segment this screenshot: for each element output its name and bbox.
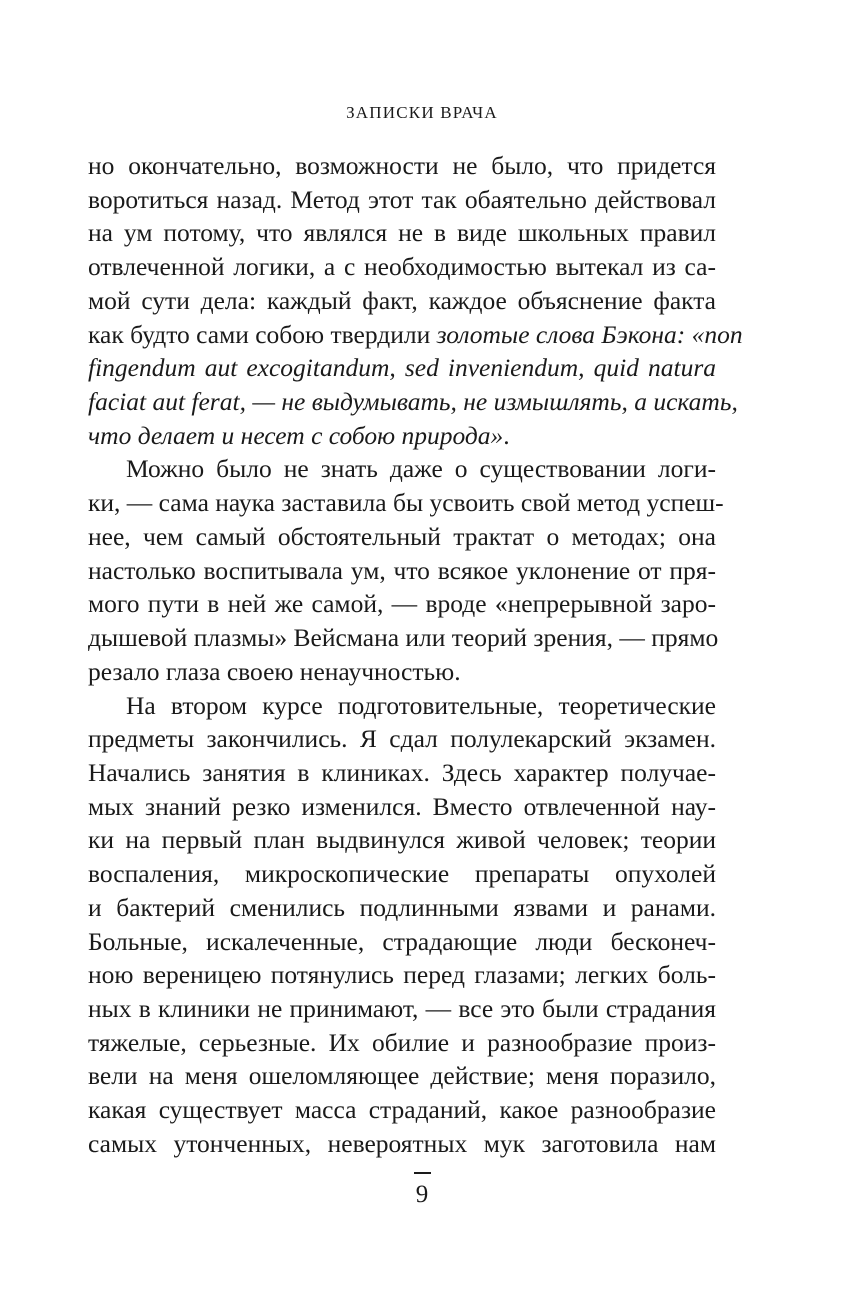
- text-line: нее, чем самый обстоятельный трактат о методах; она: [88, 521, 716, 551]
- text-line: настолько воспитывала ум, что всякое уклонение от пря-: [88, 555, 716, 585]
- body-text: [88, 149, 743, 1161]
- quote-italic: fingendum aut excogitandum, sed inveniendum, quid natura: [88, 353, 716, 383]
- running-head: ЗАПИСКИ ВРАЧА: [346, 103, 498, 122]
- text-line: [88, 351, 716, 385]
- text-line: [88, 385, 738, 419]
- text-line: дышевой плазмы» Вейсмана или теорий зрения, — прямо: [88, 623, 719, 653]
- text-line: ки на первый план выдвинулся живой человек; теории: [88, 825, 716, 855]
- text-line: ных в клиники не принимают, — все это были страдания: [88, 993, 716, 1023]
- text-line: мой сути дела: каждый факт, каждое объяснение факта: [88, 285, 716, 315]
- text-line: Больные, искалеченные, страдающие люди бесконеч-: [88, 926, 716, 956]
- folio-rule: [414, 1172, 431, 1174]
- page-number-value: 9: [415, 1181, 429, 1208]
- text-line: Можно было не знать даже о существовании логи-: [126, 454, 716, 484]
- quote-italic: золотые слова Бэкона: «non: [436, 319, 743, 349]
- text-line: тяжелые, серьезные. Их обилие и разнообразие произ-: [88, 1027, 716, 1057]
- text-line: мого пути в ней же самой, — вроде «непрерывной заро-: [88, 589, 716, 619]
- page-number: [0, 1172, 844, 1209]
- text-line: ною вереницею потянулись перед глазами; легких боль-: [88, 960, 716, 990]
- text-line: и бактерий сменились подлинными язвами и ранами.: [88, 892, 716, 922]
- text-line: но окончательно, возможности не было, что придется: [88, 151, 716, 180]
- text-line: как будто сами собою твердили золотые слова Бэкона: «non: [88, 319, 743, 349]
- text-line: отвлеченной логики, а с необходимостью вытекал из са-: [88, 252, 716, 282]
- text-line: резало глаза своею ненаучностью.: [88, 656, 461, 686]
- text-line: какая существует масса страданий, какое разнообразие: [88, 1095, 716, 1125]
- text-line: воротиться назад. Метод этот так обаятельно действовал: [88, 184, 716, 214]
- text-line: воспаления, микроскопические препараты опухолей: [88, 859, 716, 889]
- text-line: что делает и несет с собою природа».: [88, 420, 510, 450]
- text-line: Начались занятия в клиниках. Здесь характер получае-: [88, 757, 716, 787]
- text-line: самых утонченных, невероятных мук заготовила нам: [88, 1128, 716, 1158]
- text-line: вели на меня ошеломляющее действие; меня поразило,: [88, 1061, 716, 1091]
- text-line: предметы закончились. Я сдал полулекарский экзамен.: [88, 724, 716, 754]
- text-line: на ум потому, что являлся не в виде школьных правил: [88, 218, 716, 248]
- text-line: На втором курсе подготовительные, теоретические: [126, 690, 716, 720]
- quote-italic: что делает и несет с собою природа»: [88, 420, 504, 450]
- text-line: мых знаний резко изменился. Вместо отвлеченной нау-: [88, 791, 716, 821]
- quote-italic: faciat aut ferat, — не выдумывать, не измышлять, а искать,: [88, 387, 738, 417]
- text-line: ки, — сама наука заставила бы усвоить свой метод успеш-: [88, 488, 724, 518]
